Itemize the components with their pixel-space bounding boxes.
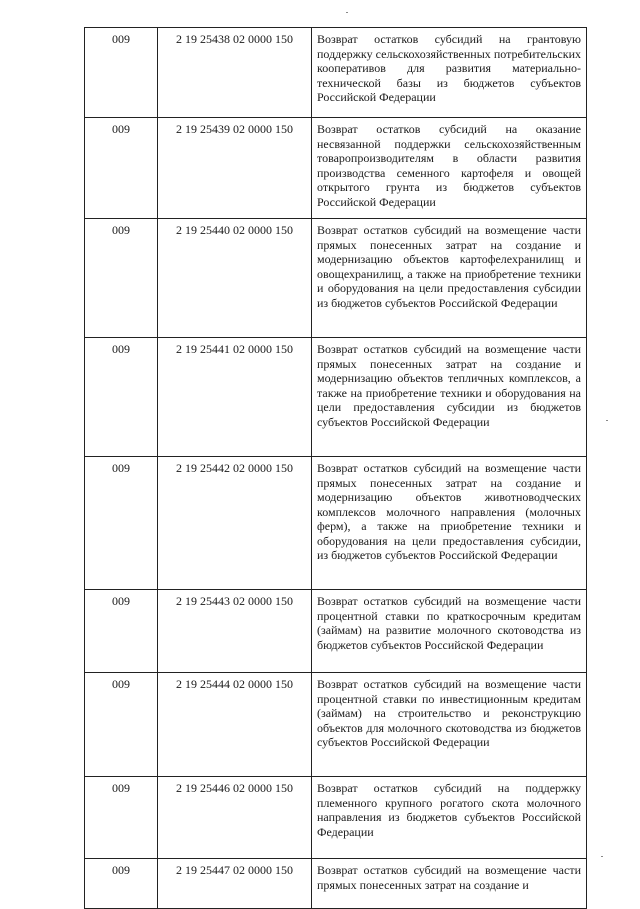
scan-speck	[606, 420, 608, 421]
budget-code-cell: 2 19 25439 02 0000 150	[158, 118, 312, 219]
admin-code-cell: 009	[85, 219, 158, 338]
admin-code-cell: 009	[85, 28, 158, 118]
table-row	[85, 28, 587, 118]
table-row	[85, 590, 587, 673]
budget-code-cell: 2 19 25438 02 0000 150	[158, 28, 312, 118]
description-cell: Возврат остатков субсидий на поддержку племенного крупного рогатого скота молочного направления из бюджетов субъектов Российской Федерации	[312, 777, 587, 859]
admin-code-cell: 009	[85, 118, 158, 219]
table-row	[85, 859, 587, 909]
description-cell: Возврат остатков субсидий на возмещение части прямых понесенных затрат на создание и модернизацию объектов картофелехранилищ и овощехранилищ, а также на приобретение техники и оборудования на цели предоставления субсидии из бюджетов субъектов Российской Федерации	[312, 219, 587, 338]
admin-code-cell: 009	[85, 673, 158, 777]
budget-code-cell: 2 19 25442 02 0000 150	[158, 457, 312, 590]
budget-code-cell: 2 19 25447 02 0000 150	[158, 859, 312, 909]
table-row	[85, 457, 587, 590]
budget-code-cell: 2 19 25441 02 0000 150	[158, 338, 312, 457]
budget-code-cell: 2 19 25440 02 0000 150	[158, 219, 312, 338]
table-row	[85, 777, 587, 859]
budget-code-cell: 2 19 25444 02 0000 150	[158, 673, 312, 777]
description-cell: Возврат остатков субсидий на возмещение части прямых понесенных затрат на создание и модернизацию объектов животноводческих комплексов молочного направления (молочных ферм), а также на приобретение техники и оборудования на цели предоставления субсидии, из бюджетов субъектов Российской Федерации	[312, 457, 587, 590]
budget-code-cell: 2 19 25443 02 0000 150	[158, 590, 312, 673]
table-row	[85, 338, 587, 457]
description-cell: Возврат остатков субсидий на оказание несвязанной поддержки сельскохозяйственным товаропроизводителям в области развития производства семенного картофеля и овощей открытого грунта из бюджетов субъектов Российской Федерации	[312, 118, 587, 219]
admin-code-cell: 009	[85, 338, 158, 457]
description-cell: Возврат остатков субсидий на грантовую поддержку сельскохозяйственных потребительских кооперативов для развития материально-технической базы из бюджетов субъектов Российской Федерации	[312, 28, 587, 118]
admin-code-cell: 009	[85, 859, 158, 909]
description-cell: Возврат остатков субсидий на возмещение части прямых понесенных затрат на создание и	[312, 859, 587, 909]
scan-speck	[601, 856, 603, 857]
admin-code-cell: 009	[85, 777, 158, 859]
table-row	[85, 219, 587, 338]
table-body	[85, 28, 587, 909]
admin-code-cell: 009	[85, 457, 158, 590]
description-cell: Возврат остатков субсидий на возмещение части прямых понесенных затрат на создание и модернизацию объектов тепличных комплексов, а также на приобретение техники и оборудования на цели предоставления субсидии из бюджетов субъектов Российской Федерации	[312, 338, 587, 457]
scan-speck	[346, 12, 348, 13]
table-row	[85, 118, 587, 219]
budget-classification-table	[84, 27, 587, 909]
description-cell: Возврат остатков субсидий на возмещение части процентной ставки по инвестиционным кредитам (займам) на строительство и реконструкцию объектов для молочного скотоводства из бюджетов субъектов Российской Федерации	[312, 673, 587, 777]
description-cell: Возврат остатков субсидий на возмещение части процентной ставки по краткосрочным кредитам (займам) на развитие молочного скотоводства из бюджетов субъектов Российской Федерации	[312, 590, 587, 673]
budget-code-cell: 2 19 25446 02 0000 150	[158, 777, 312, 859]
admin-code-cell: 009	[85, 590, 158, 673]
table-row	[85, 673, 587, 777]
